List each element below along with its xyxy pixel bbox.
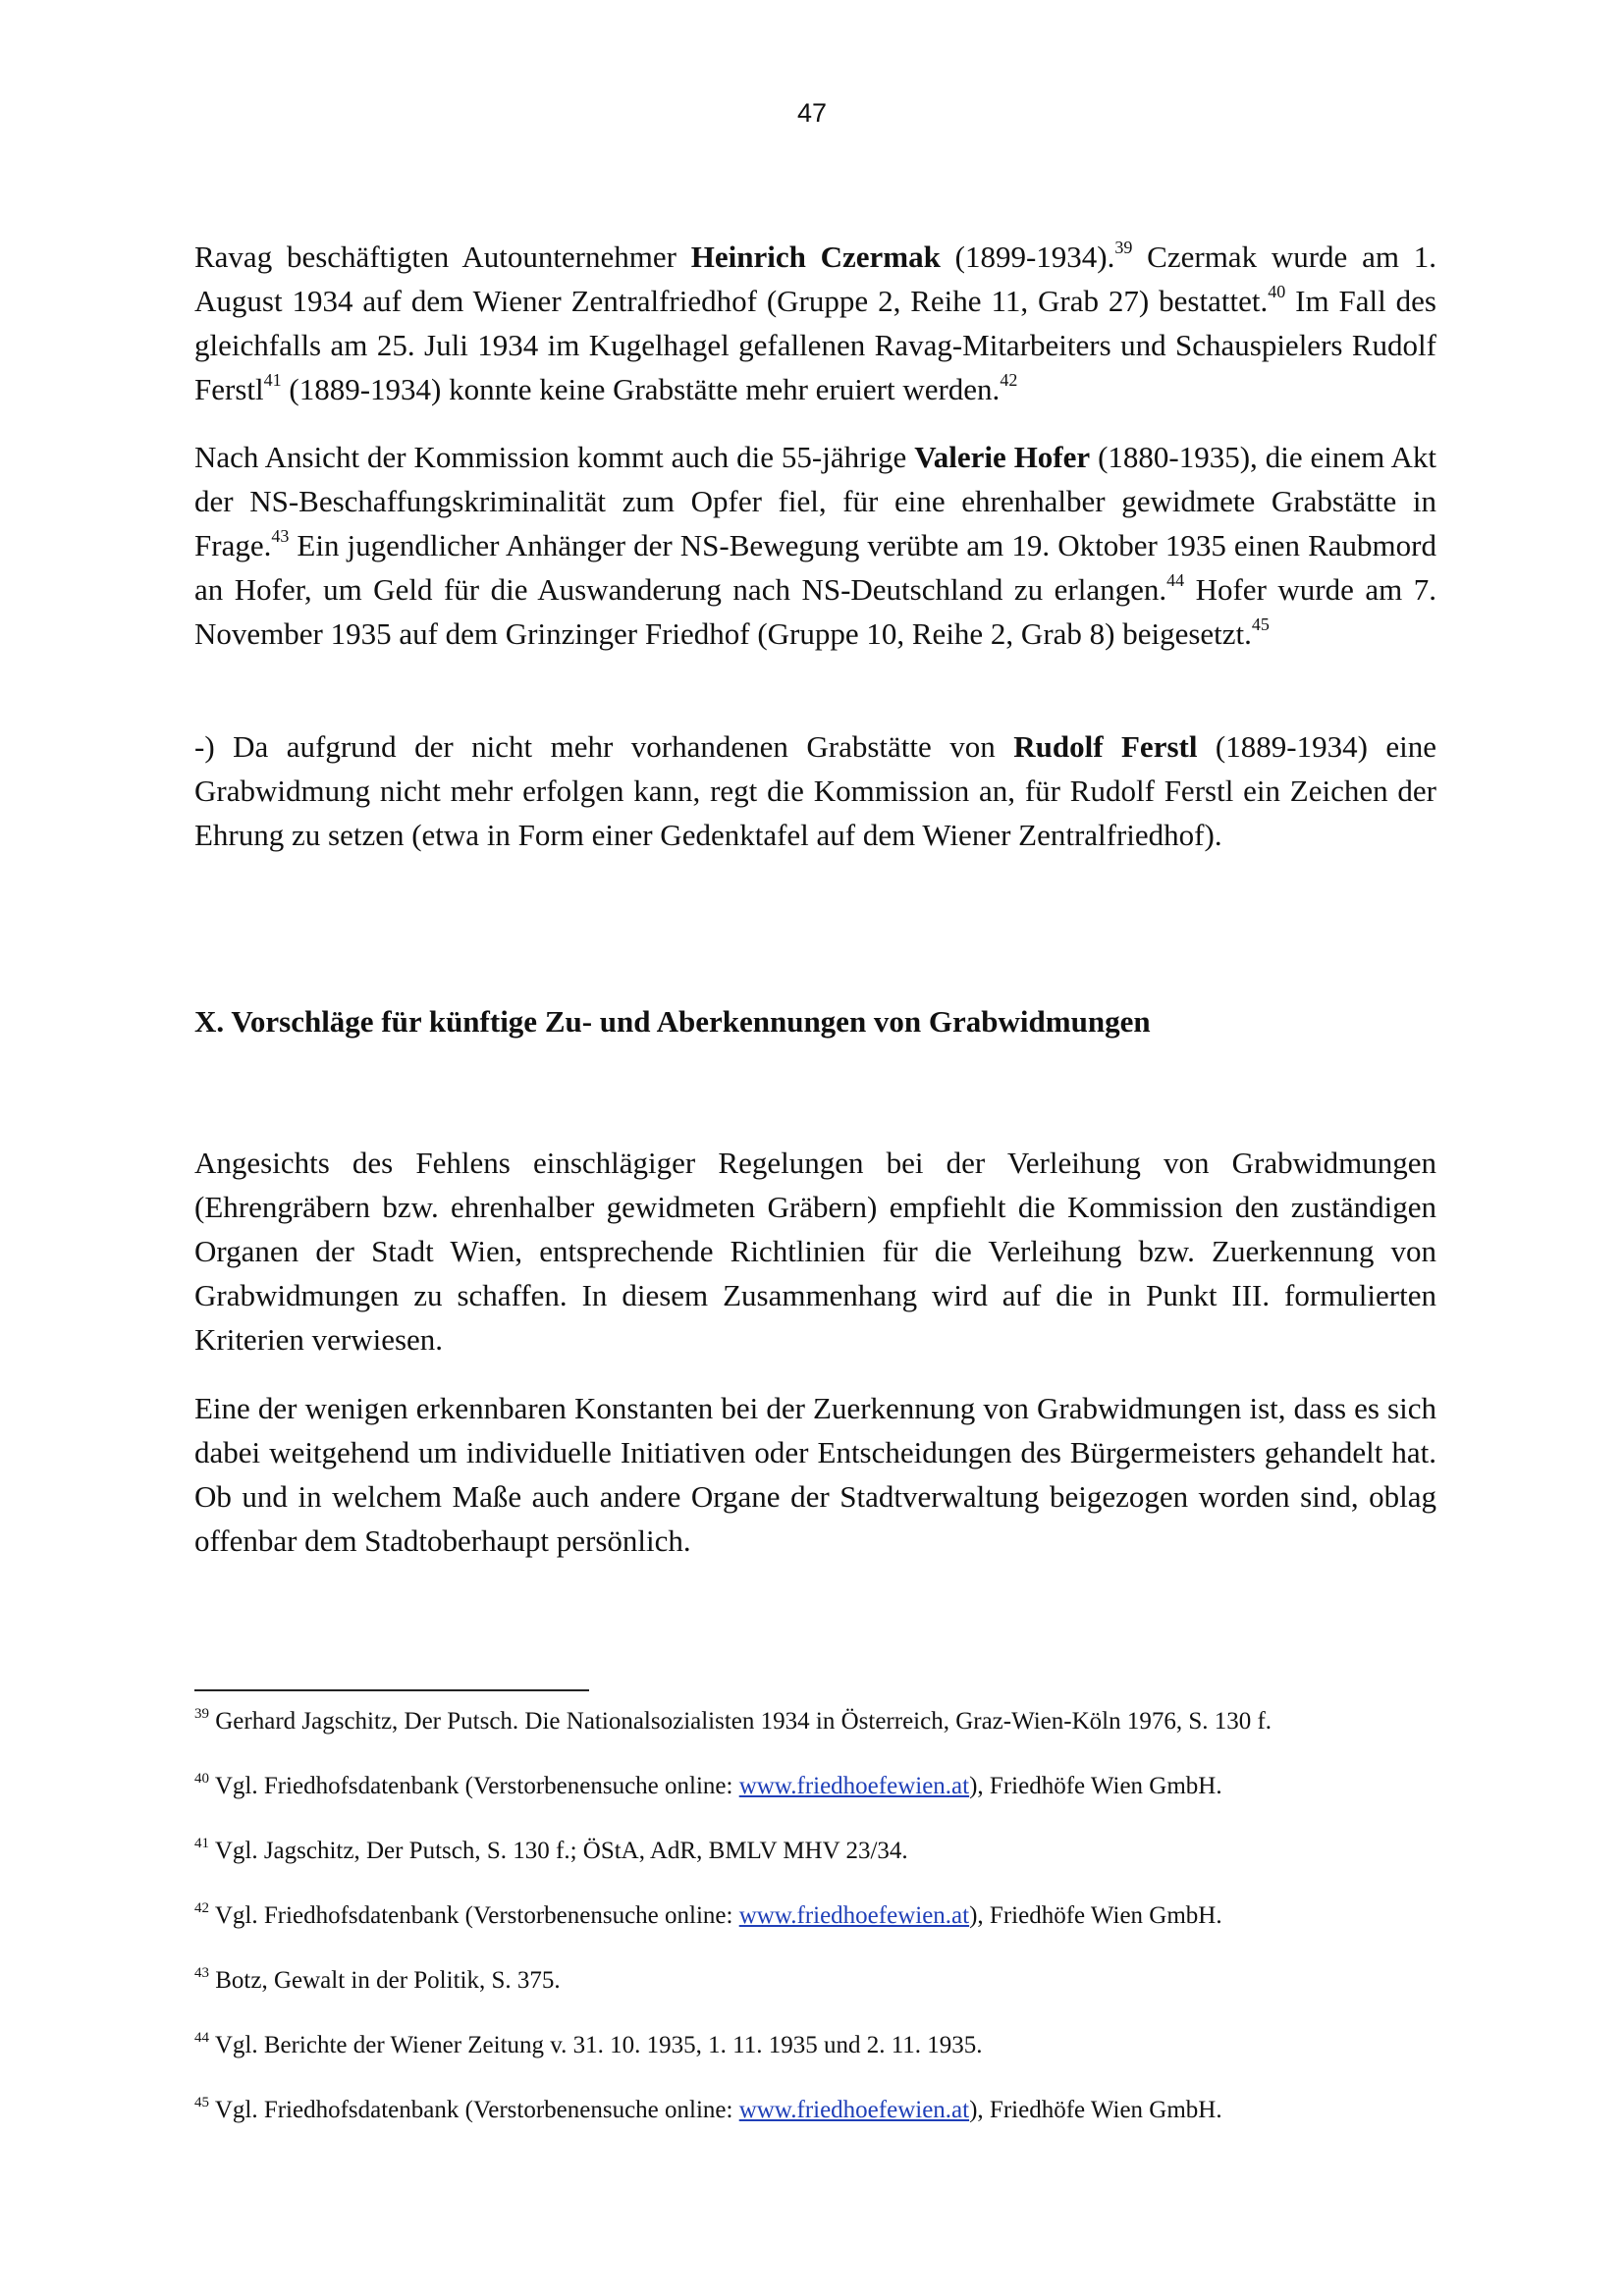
- footnote-ref: 42: [1000, 370, 1018, 390]
- footnote-number: 39: [194, 1706, 209, 1722]
- footnote-ref: 43: [271, 526, 290, 546]
- footnote-text: Gerhard Jagschitz, Der Putsch. Die Nationalsozialisten 1934 in Österreich, Graz-Wien-Köln 1976, S. 130 f.: [215, 1708, 1272, 1735]
- footnote: [194, 2029, 1436, 2062]
- paragraph-text: Im Fall des gleichfalls am 25. Juli 1934 im Kugelhagel gefallenen Ravag-Mitarbeiters und Schauspielers Rudolf Ferstl: [194, 284, 1436, 406]
- footnote-text: Vgl. Jagschitz, Der Putsch, S. 130 f.; ÖStA, AdR, BMLV MHV 23/34.: [214, 1838, 908, 1864]
- friedhoefe-link[interactable]: www.friedhoefewien.at: [738, 1902, 970, 1929]
- footnote-text: Vgl. Berichte der Wiener Zeitung v. 31. 10. 1935, 1. 11. 1935 und 2. 11. 1935.: [214, 2032, 983, 2058]
- person-name: Heinrich Czermak: [690, 240, 941, 274]
- body-paragraph: [194, 435, 1436, 656]
- footnote-text: ), Friedhöfe Wien GmbH.: [969, 1773, 1222, 1799]
- footnote-ref: 45: [1251, 614, 1270, 634]
- section-paragraph: Angesichts des Fehlens einschlägiger Regelungen bei der Verleihung von Grabwidmungen (Ehrengräbern bzw. ehrenhalber gewidmeten Gräbern) empfiehlt die Kommission den zuständigen Organen der Stadt Wien, entsprechende Richtlinien für die Verleihung bzw. Zuerkennung von Grabwidmungen zu schaffen. In diesem Zusammenhang wird auf die in Punkt III. formulierten Kriterien verwiesen.: [194, 1146, 1436, 1357]
- paragraph-text: (1889-1934) eine Grabwidmung nicht mehr erfolgen kann, regt die Kommission an, für Rudolf Ferstl ein Zeichen der Ehrung zu setzen (etwa in Form einer Gedenktafel auf dem Wiener Zentralfriedhof).: [194, 729, 1436, 852]
- footnote-text: Vgl. Friedhofsdatenbank (Verstorbenensuche online:: [214, 2097, 739, 2123]
- footnote: [194, 1964, 1436, 1998]
- friedhoefe-link[interactable]: www.friedhoefewien.at: [738, 2097, 970, 2123]
- person-name: Rudolf Ferstl: [1013, 729, 1198, 764]
- footnote-text: Botz, Gewalt in der Politik, S. 375.: [215, 1967, 561, 1994]
- footnote-separator: [194, 1689, 589, 1691]
- section-heading: X. Vorschläge für künftige Zu- und Aberkennungen von Grabwidmungen: [194, 1004, 1151, 1039]
- friedhoefe-link[interactable]: www.friedhoefewien.at: [738, 1773, 970, 1799]
- footnote-ref: 39: [1114, 238, 1133, 257]
- footnote-number: 42: [194, 1900, 209, 1916]
- footnote-text: ), Friedhöfe Wien GmbH.: [969, 1902, 1222, 1929]
- footnote-ref: 44: [1166, 570, 1185, 590]
- footnote: [194, 1770, 1436, 1803]
- footnote-number: 44: [194, 2030, 209, 2046]
- footnote: [194, 1899, 1436, 1933]
- footnote-number: 45: [194, 2095, 209, 2110]
- paragraph-text: Ein jugendlicher Anhänger der NS-Bewegung verübte am 19. Oktober 1935 einen Raubmord an Hofer, um Geld für die Auswanderung nach NS-Deutschland zu erlangen.: [194, 528, 1436, 607]
- page-number: 47: [796, 98, 828, 128]
- footnote: [194, 1835, 1436, 1868]
- paragraph-text: Nach Ansicht der Kommission kommt auch die 55-jährige: [194, 440, 915, 474]
- paragraph-text: Czermak wurde am 1. August 1934 auf dem Wiener Zentralfriedhof (Gruppe 2, Reihe 11, Grab 27) bestattet.: [194, 240, 1437, 318]
- footnote-text: Vgl. Friedhofsdatenbank (Verstorbenensuche online:: [214, 1773, 739, 1799]
- footnote-ref: 40: [1268, 282, 1286, 301]
- paragraph-text: -) Da aufgrund der nicht mehr vorhandenen Grabstätte von: [194, 729, 1014, 764]
- footnote-number: 43: [194, 1965, 209, 1981]
- body-paragraph: [194, 235, 1436, 411]
- footnote-number: 40: [194, 1771, 209, 1787]
- paragraph-text: (1880-1935), die einem Akt der NS-Beschaffungskriminalität zum Opfer fiel, für eine ehrenhalber gewidmete Grabstätte in Frage.: [194, 440, 1436, 562]
- section-paragraph: Eine der wenigen erkennbaren Konstanten bei der Zuerkennung von Grabwidmungen ist, dass es sich dabei weitgehend um individuelle Initiativen oder Entscheidungen des Bürgermeisters gehandelt hat. Ob und in welchem Maße auch andere Organe der Stadtverwaltung beigezogen worden sind, oblag offenbar dem Stadtoberhaupt persönlich.: [194, 1391, 1436, 1558]
- footnote-text: Vgl. Friedhofsdatenbank (Verstorbenensuche online:: [214, 1902, 739, 1929]
- footnote: [194, 1705, 1436, 1738]
- paragraph-text: Ravag beschäftigten Autounternehmer: [194, 240, 691, 274]
- paragraph-text: (1899-1934).: [940, 240, 1115, 274]
- paragraph-text: Hofer wurde am 7. November 1935 auf dem Grinzinger Friedhof (Gruppe 10, Reihe 2, Grab 8) beigesetzt.: [194, 572, 1436, 651]
- person-name: Valerie Hofer: [914, 440, 1091, 474]
- paragraph-text: (1889-1934) konnte keine Grabstätte mehr eruiert werden.: [281, 372, 1001, 406]
- footnote-text: ), Friedhöfe Wien GmbH.: [969, 2097, 1222, 2123]
- body-paragraph: [194, 724, 1436, 857]
- footnote: [194, 2094, 1436, 2127]
- footnote-ref: 41: [263, 370, 282, 390]
- footnote-number: 41: [194, 1836, 209, 1851]
